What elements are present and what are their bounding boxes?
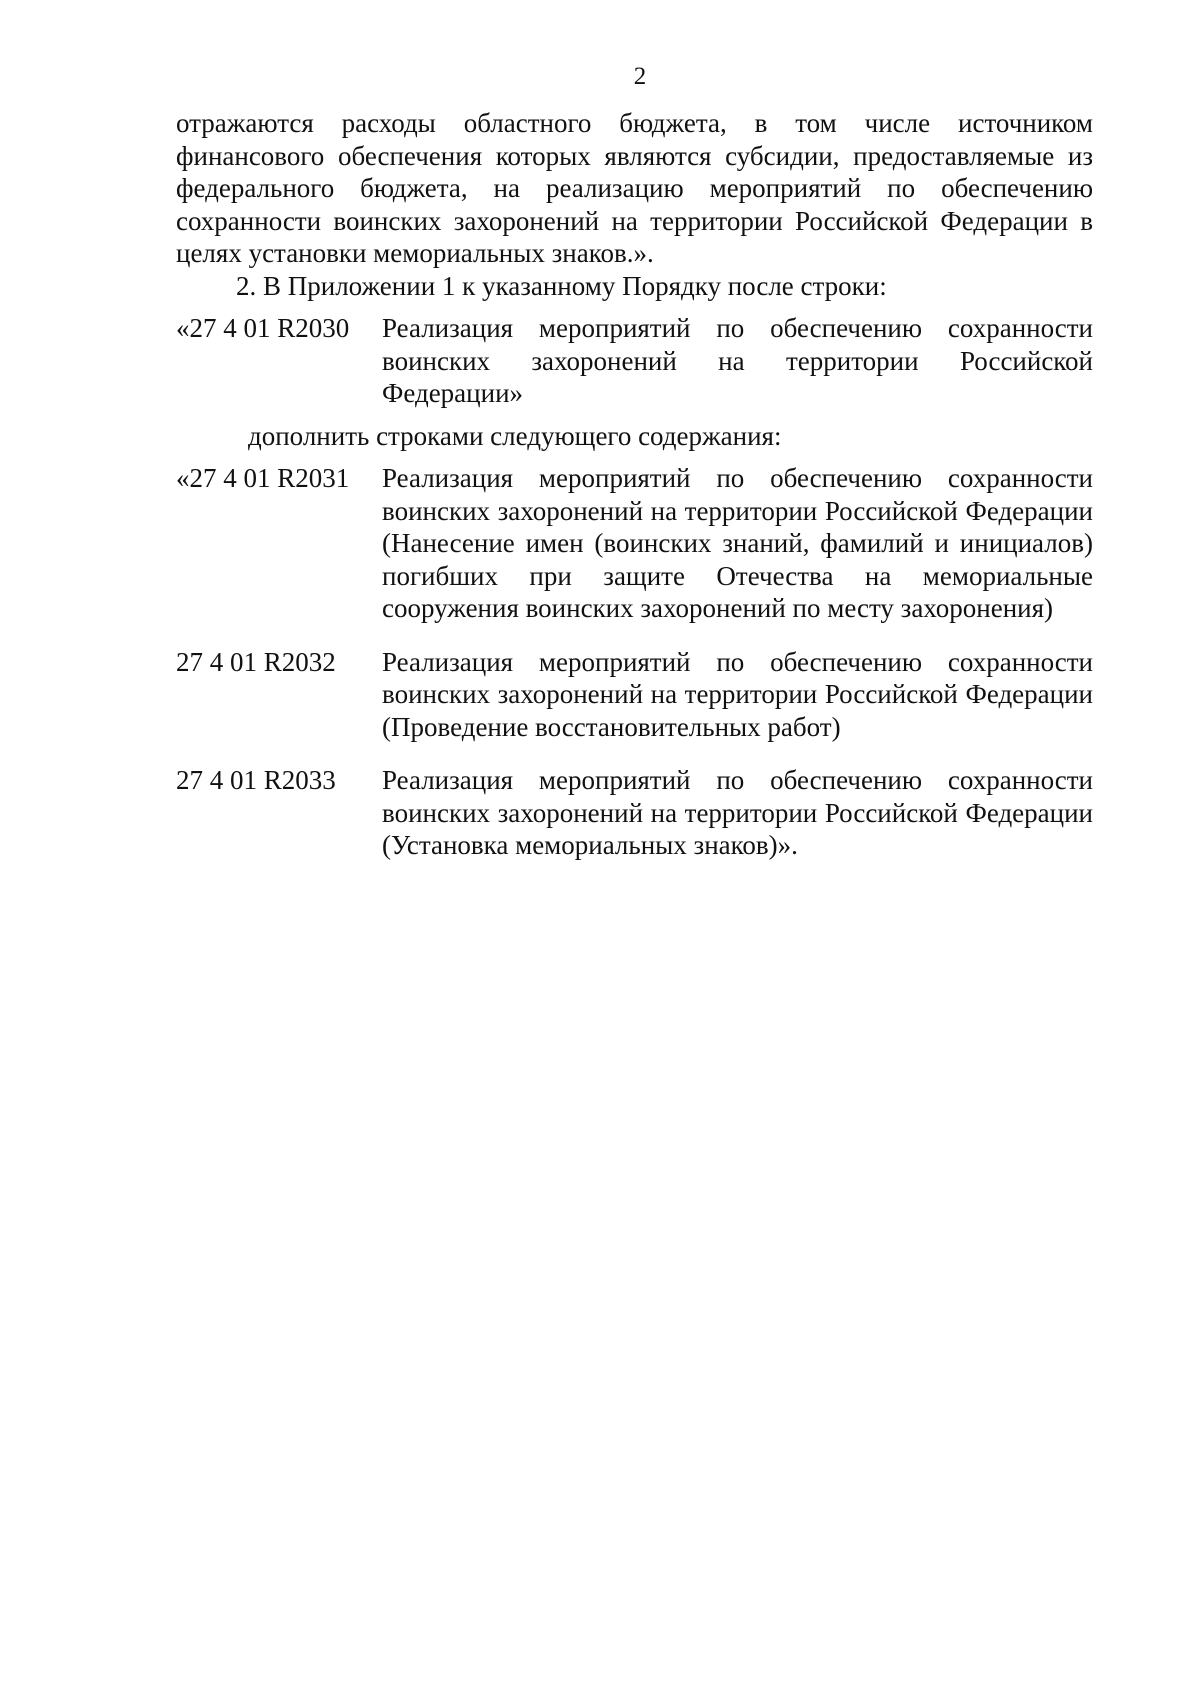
item-2-paragraph: 2. В Приложении 1 к указанному Порядку после строки: — [236, 270, 887, 301]
new-row-description: Реализация мероприятий по обеспечению сохранности воинских захоронений на территории Российской Федерации (Проведение восстановительных работ) — [382, 646, 1093, 742]
supplement-label: дополнить строками следующего содержания: — [248, 420, 782, 451]
existing-code-row — [176, 312, 1093, 410]
existing-row-description: Реализация мероприятий по обеспечению сохранности воинских захоронений на территории Российской Федерации» — [382, 313, 1093, 408]
new-row-code: 27 4 01 R2032 — [176, 646, 336, 677]
new-row-code: «27 4 01 R2031 — [176, 463, 350, 493]
new-code-row-3 — [176, 764, 1093, 862]
new-row-description: Реализация мероприятий по обеспечению сохранности воинских захоронений на территории Российской Федерации (Нанесение имен (воинских знаний, фамилий и инициалов) погибших при защите Отечества на мемориальные сооружения воинских захоронений по месту захоронения) — [382, 463, 1093, 623]
intro-paragraph: отражаются расходы областного бюджета, в том числе источником финансового обеспечения которых являются субсидии, предоставляемые из федерального бюджета, на реализацию мероприятий по обеспечению сохранности воинских захоронений на территории Российской Федерации в целях установки мемориальных знаков.». — [176, 108, 1093, 268]
new-row-code: 27 4 01 R2033 — [176, 765, 336, 795]
existing-row-code: «27 4 01 R2030 — [176, 313, 350, 343]
new-code-row-2 — [176, 646, 1093, 744]
new-code-row-1 — [176, 462, 1093, 625]
new-row-description: Реализация мероприятий по обеспечению сохранности воинских захоронений на территории Российской Федерации (Установка мемориальных знаков)». — [382, 765, 1093, 860]
page-number: 2 — [633, 63, 647, 90]
document-body — [176, 107, 1093, 862]
